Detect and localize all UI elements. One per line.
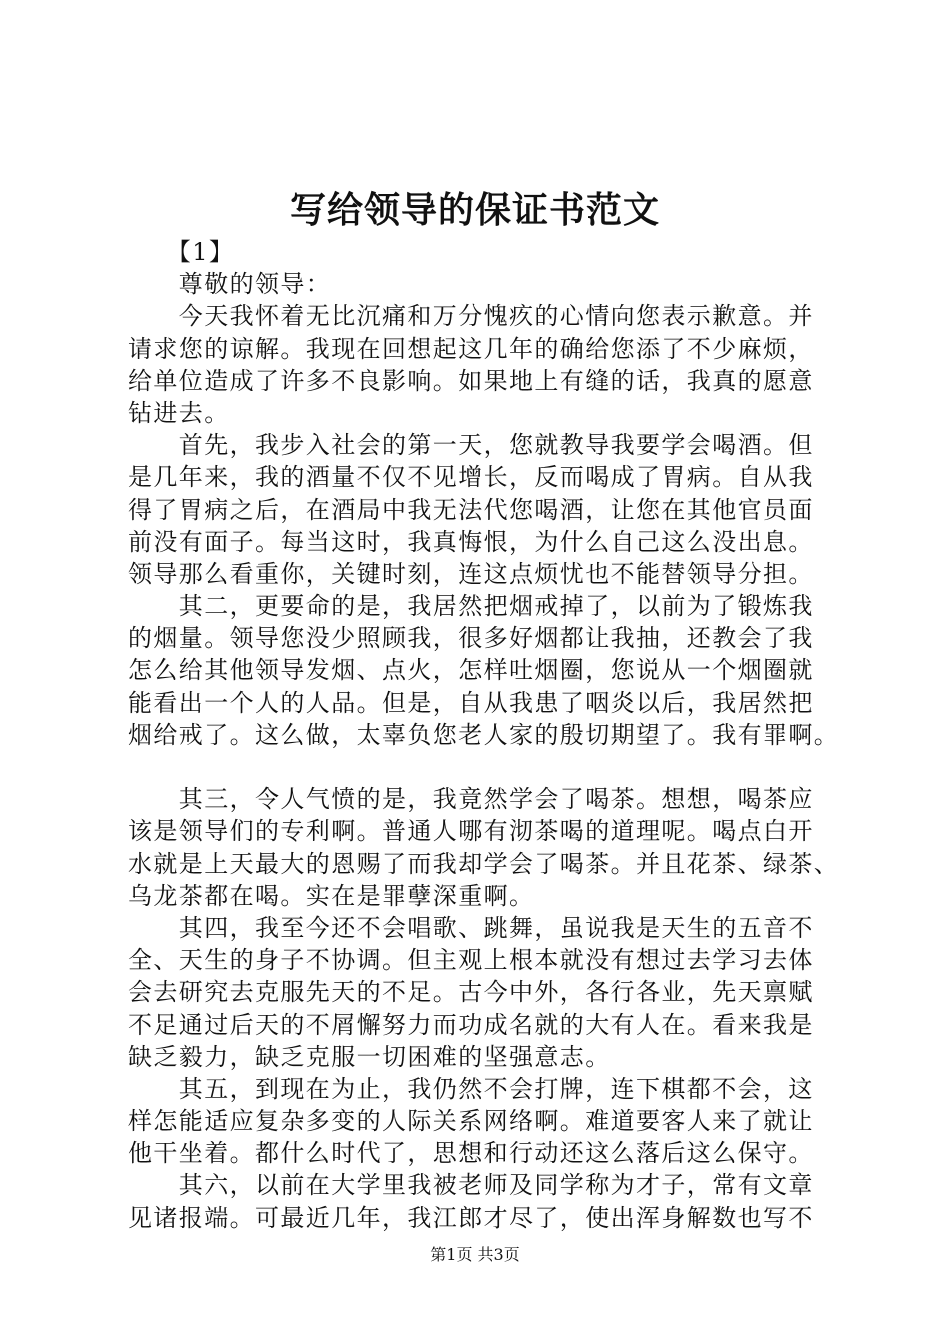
text-line: 怎么给其他领导发烟、点火，怎样吐烟圈，您说从一个烟圈就	[128, 656, 814, 685]
text-line: 领导那么看重你，关键时刻，连这点烦忧也不能替领导分担。	[128, 559, 814, 588]
text-line: 今天我怀着无比沉痛和万分愧疚的心情向您表示歉意。并	[128, 302, 814, 331]
text-line: 能看出一个人的人品。但是，自从我患了咽炎以后，我居然把	[128, 688, 814, 717]
document-title: 写给领导的保证书范文	[289, 189, 660, 231]
text-line: 全、天生的身子不协调。但主观上根本就没有想过去学习去体	[128, 946, 814, 975]
text-line: 钻进去。	[128, 398, 230, 427]
text-line: 不足通过后天的不屑懈努力而功成名就的大有人在。看来我是	[128, 1010, 814, 1039]
text-line: 其四，我至今还不会唱歌、跳舞，虽说我是天生的五音不	[128, 913, 814, 942]
text-line: 【1】	[128, 238, 235, 266]
text-line: 样怎能适应复杂多变的人际关系网络啊。难道要客人来了就让	[128, 1107, 814, 1136]
text-line: 见诸报端。可最近几年，我江郎才尽了，使出浑身解数也写不	[128, 1203, 814, 1232]
text-line: 乌龙茶都在喝。实在是罪孽深重啊。	[128, 881, 535, 910]
text-line: 烟给戒了。这么做，太辜负您老人家的殷切期望了。我有罪啊。	[128, 720, 840, 749]
text-line: 其二，更要命的是，我居然把烟戒掉了，以前为了锻炼我	[128, 592, 814, 621]
text-line: 其三，令人气愤的是，我竟然学会了喝茶。想想，喝茶应	[128, 785, 814, 814]
text-line: 首先，我步入社会的第一天，您就教导我要学会喝酒。但	[128, 431, 814, 460]
text-line: 缺乏毅力，缺乏克服一切困难的坚强意志。	[128, 1042, 611, 1071]
text-line: 该是领导们的专利啊。普通人哪有沏茶喝的道理呢。喝点白开	[128, 817, 814, 846]
text-line: 给单位造成了许多不良影响。如果地上有缝的话，我真的愿意	[128, 366, 814, 395]
text-line: 是几年来，我的酒量不仅不见增长，反而喝成了胃病。自从我	[128, 463, 814, 492]
text-line: 其六，以前在大学里我被老师及同学称为才子，常有文章	[128, 1171, 814, 1200]
text-line: 水就是上天最大的恩赐了而我却学会了喝茶。并且花茶、绿茶、	[128, 849, 840, 878]
text-line: 会去研究去克服先天的不足。古今中外，各行各业，先天禀赋	[128, 978, 814, 1007]
text-line: 其五，到现在为止，我仍然不会打牌，连下棋都不会，这	[128, 1074, 814, 1103]
text-line: 得了胃病之后，在酒局中我无法代您喝酒，让您在其他官员面	[128, 495, 814, 524]
page-number: 第1页 共3页	[430, 1245, 520, 1264]
text-line: 他干坐着。都什么时代了，思想和行动还这么落后这么保守。	[128, 1139, 814, 1168]
text-line: 前没有面子。每当这时，我真悔恨，为什么自己这么没出息。	[128, 527, 814, 556]
document-body	[128, 236, 838, 1234]
text-line: 的烟量。领导您没少照顾我，很多好烟都让我抽，还教会了我	[128, 624, 814, 653]
text-line: 请求您的谅解。我现在回想起这几年的确给您添了不少麻烦，	[128, 334, 814, 363]
blank-line	[128, 751, 838, 783]
text-line: 尊敬的领导：	[128, 270, 332, 299]
